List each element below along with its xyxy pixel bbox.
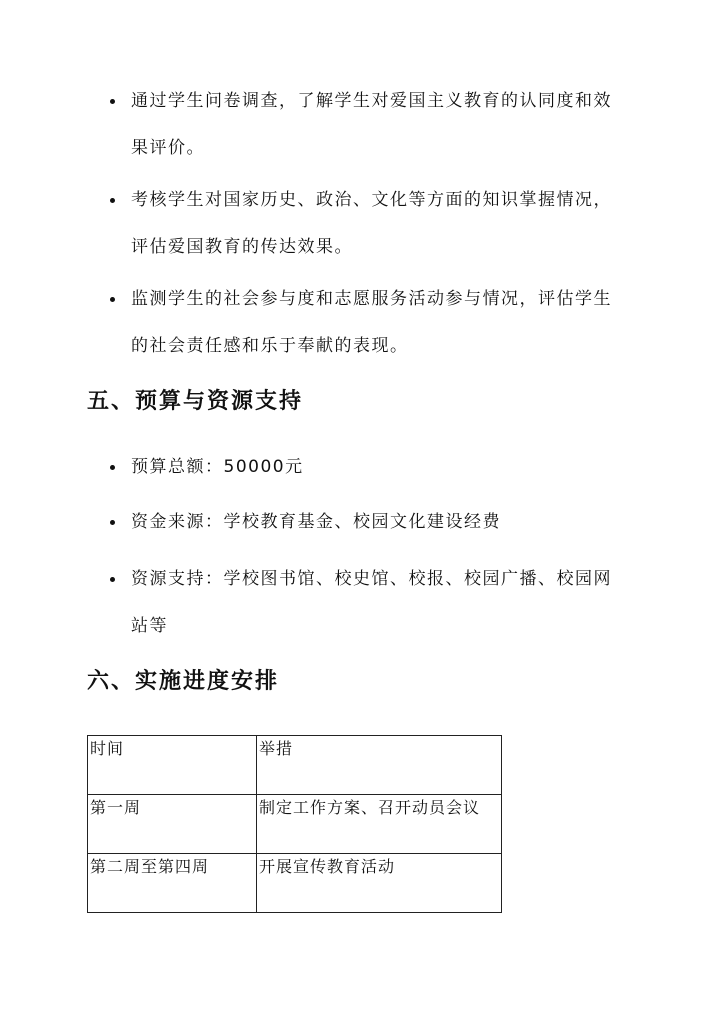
section-heading-budget: 五、预算与资源支持 bbox=[87, 389, 304, 414]
list-item: 资金来源：学校教育基金、校园文化建设经费 bbox=[131, 512, 501, 532]
list-item: 预算总额：50000元 bbox=[131, 457, 304, 477]
list-item: 监测学生的社会参与度和志愿服务活动参与情况，评估学生的社会责任感和乐于奉献的表现。 bbox=[131, 289, 612, 356]
table-header-cell: 时间 bbox=[88, 736, 257, 795]
table-cell: 第一周 bbox=[88, 795, 257, 854]
list-item: 考核学生对国家历史、政治、文化等方面的知识掌握情况，评估爱国教育的传达效果。 bbox=[131, 190, 612, 257]
table-header-cell: 举措 bbox=[257, 736, 502, 795]
bullet-dot bbox=[110, 198, 115, 203]
bullet-dot bbox=[110, 297, 115, 302]
bullet-dot bbox=[110, 520, 115, 525]
table-header-row bbox=[88, 736, 502, 795]
table-cell: 制定工作方案、召开动员会议 bbox=[257, 795, 502, 854]
list-item: 通过学生问卷调查，了解学生对爱国主义教育的认同度和效果评价。 bbox=[131, 91, 612, 158]
bullet-dot bbox=[110, 99, 115, 104]
list-item: 资源支持：学校图书馆、校史馆、校报、校园广播、校园网站等 bbox=[131, 569, 612, 636]
bullet-dot bbox=[110, 577, 115, 582]
table-cell: 第二周至第四周 bbox=[88, 854, 257, 913]
section-heading-schedule: 六、实施进度安排 bbox=[87, 669, 280, 694]
table-cell: 开展宣传教育活动 bbox=[257, 854, 502, 913]
schedule-table bbox=[87, 735, 502, 913]
table-row bbox=[88, 854, 502, 913]
table-row bbox=[88, 795, 502, 854]
bullet-dot bbox=[110, 465, 115, 470]
